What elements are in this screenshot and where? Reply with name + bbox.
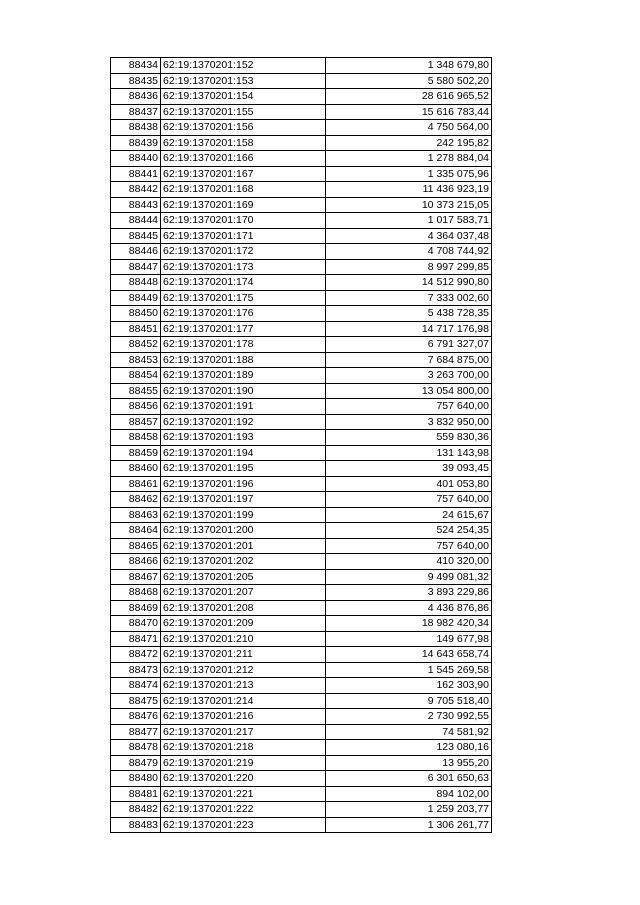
value-cell: 757 640,00 xyxy=(326,492,492,508)
row-number-cell: 88448 xyxy=(111,275,161,291)
row-number-cell: 88479 xyxy=(111,755,161,771)
value-cell: 757 640,00 xyxy=(326,399,492,415)
row-number-cell: 88474 xyxy=(111,678,161,694)
table-row xyxy=(111,182,492,198)
table-row xyxy=(111,166,492,182)
cadastral-number-cell: 62:19:1370201:158 xyxy=(161,135,326,151)
table-row xyxy=(111,600,492,616)
value-cell: 1 335 075,96 xyxy=(326,166,492,182)
table-row xyxy=(111,228,492,244)
table-row xyxy=(111,678,492,694)
row-number-cell: 88481 xyxy=(111,786,161,802)
cadastral-number-cell: 62:19:1370201:200 xyxy=(161,523,326,539)
value-cell: 123 080,16 xyxy=(326,740,492,756)
value-cell: 13 955,20 xyxy=(326,755,492,771)
table-row xyxy=(111,802,492,818)
row-number-cell: 88469 xyxy=(111,600,161,616)
value-cell: 6 301 650,63 xyxy=(326,771,492,787)
table-row xyxy=(111,337,492,353)
cadastral-number-cell: 62:19:1370201:189 xyxy=(161,368,326,384)
table-row xyxy=(111,197,492,213)
value-cell: 6 791 327,07 xyxy=(326,337,492,353)
cadastral-number-cell: 62:19:1370201:216 xyxy=(161,709,326,725)
table-row xyxy=(111,740,492,756)
row-number-cell: 88451 xyxy=(111,321,161,337)
table-row xyxy=(111,585,492,601)
value-cell: 3 893 229,86 xyxy=(326,585,492,601)
cadastral-number-cell: 62:19:1370201:223 xyxy=(161,817,326,833)
table-row xyxy=(111,709,492,725)
cadastral-number-cell: 62:19:1370201:220 xyxy=(161,771,326,787)
row-number-cell: 88458 xyxy=(111,430,161,446)
table-row xyxy=(111,306,492,322)
cadastral-number-cell: 62:19:1370201:219 xyxy=(161,755,326,771)
row-number-cell: 88460 xyxy=(111,461,161,477)
row-number-cell: 88439 xyxy=(111,135,161,151)
value-cell: 1 348 679,80 xyxy=(326,58,492,74)
cadastral-number-cell: 62:19:1370201:171 xyxy=(161,228,326,244)
cadastral-number-cell: 62:19:1370201:217 xyxy=(161,724,326,740)
value-cell: 1 545 269,58 xyxy=(326,662,492,678)
value-cell: 410 320,00 xyxy=(326,554,492,570)
table-row xyxy=(111,631,492,647)
value-cell: 894 102,00 xyxy=(326,786,492,802)
cadastral-number-cell: 62:19:1370201:194 xyxy=(161,445,326,461)
value-cell: 5 438 728,35 xyxy=(326,306,492,322)
cadastral-number-cell: 62:19:1370201:174 xyxy=(161,275,326,291)
table-row xyxy=(111,430,492,446)
table-row xyxy=(111,461,492,477)
cadastral-number-cell: 62:19:1370201:154 xyxy=(161,89,326,105)
value-cell: 131 143,98 xyxy=(326,445,492,461)
row-number-cell: 88452 xyxy=(111,337,161,353)
value-cell: 39 093,45 xyxy=(326,461,492,477)
value-cell: 18 982 420,34 xyxy=(326,616,492,632)
table-row xyxy=(111,89,492,105)
table-row xyxy=(111,275,492,291)
value-cell: 15 616 783,44 xyxy=(326,104,492,120)
row-number-cell: 88442 xyxy=(111,182,161,198)
row-number-cell: 88455 xyxy=(111,383,161,399)
cadastral-number-cell: 62:19:1370201:199 xyxy=(161,507,326,523)
row-number-cell: 88436 xyxy=(111,89,161,105)
row-number-cell: 88449 xyxy=(111,290,161,306)
row-number-cell: 88456 xyxy=(111,399,161,415)
value-cell: 559 830,36 xyxy=(326,430,492,446)
row-number-cell: 88468 xyxy=(111,585,161,601)
cadastral-number-cell: 62:19:1370201:173 xyxy=(161,259,326,275)
value-cell: 2 730 992,55 xyxy=(326,709,492,725)
cadastral-number-cell: 62:19:1370201:201 xyxy=(161,538,326,554)
cadastral-number-cell: 62:19:1370201:169 xyxy=(161,197,326,213)
row-number-cell: 88443 xyxy=(111,197,161,213)
cadastral-value-table xyxy=(110,57,492,833)
row-number-cell: 88447 xyxy=(111,259,161,275)
cadastral-number-cell: 62:19:1370201:191 xyxy=(161,399,326,415)
cadastral-number-cell: 62:19:1370201:155 xyxy=(161,104,326,120)
cadastral-number-cell: 62:19:1370201:167 xyxy=(161,166,326,182)
table-row xyxy=(111,383,492,399)
table-row xyxy=(111,213,492,229)
value-cell: 162 303,90 xyxy=(326,678,492,694)
value-cell: 9 499 081,32 xyxy=(326,569,492,585)
value-cell: 14 512 990,80 xyxy=(326,275,492,291)
value-cell: 4 364 037,48 xyxy=(326,228,492,244)
cadastral-number-cell: 62:19:1370201:197 xyxy=(161,492,326,508)
row-number-cell: 88445 xyxy=(111,228,161,244)
row-number-cell: 88466 xyxy=(111,554,161,570)
cadastral-number-cell: 62:19:1370201:196 xyxy=(161,476,326,492)
cadastral-number-cell: 62:19:1370201:210 xyxy=(161,631,326,647)
row-number-cell: 88441 xyxy=(111,166,161,182)
row-number-cell: 88467 xyxy=(111,569,161,585)
cadastral-number-cell: 62:19:1370201:212 xyxy=(161,662,326,678)
cadastral-number-cell: 62:19:1370201:213 xyxy=(161,678,326,694)
table-row xyxy=(111,538,492,554)
cadastral-number-cell: 62:19:1370201:175 xyxy=(161,290,326,306)
row-number-cell: 88434 xyxy=(111,58,161,74)
row-number-cell: 88459 xyxy=(111,445,161,461)
row-number-cell: 88473 xyxy=(111,662,161,678)
value-cell: 1 278 884,04 xyxy=(326,151,492,167)
row-number-cell: 88462 xyxy=(111,492,161,508)
cadastral-number-cell: 62:19:1370201:176 xyxy=(161,306,326,322)
value-cell: 3 263 700,00 xyxy=(326,368,492,384)
row-number-cell: 88450 xyxy=(111,306,161,322)
cadastral-number-cell: 62:19:1370201:168 xyxy=(161,182,326,198)
table-row xyxy=(111,445,492,461)
row-number-cell: 88480 xyxy=(111,771,161,787)
row-number-cell: 88477 xyxy=(111,724,161,740)
table-row xyxy=(111,771,492,787)
value-cell: 1 259 203,77 xyxy=(326,802,492,818)
cadastral-number-cell: 62:19:1370201:153 xyxy=(161,73,326,89)
table-row xyxy=(111,755,492,771)
cadastral-number-cell: 62:19:1370201:152 xyxy=(161,58,326,74)
table-row xyxy=(111,724,492,740)
cadastral-number-cell: 62:19:1370201:170 xyxy=(161,213,326,229)
row-number-cell: 88444 xyxy=(111,213,161,229)
row-number-cell: 88461 xyxy=(111,476,161,492)
value-cell: 74 581,92 xyxy=(326,724,492,740)
table-row xyxy=(111,507,492,523)
value-cell: 401 053,80 xyxy=(326,476,492,492)
value-cell: 24 615,67 xyxy=(326,507,492,523)
table-row xyxy=(111,151,492,167)
value-cell: 1 306 261,77 xyxy=(326,817,492,833)
cadastral-number-cell: 62:19:1370201:166 xyxy=(161,151,326,167)
value-cell: 14 643 658,74 xyxy=(326,647,492,663)
cadastral-number-cell: 62:19:1370201:172 xyxy=(161,244,326,260)
cadastral-number-cell: 62:19:1370201:222 xyxy=(161,802,326,818)
table-row xyxy=(111,259,492,275)
cadastral-number-cell: 62:19:1370201:214 xyxy=(161,693,326,709)
row-number-cell: 88471 xyxy=(111,631,161,647)
row-number-cell: 88483 xyxy=(111,817,161,833)
cadastral-number-cell: 62:19:1370201:178 xyxy=(161,337,326,353)
cadastral-number-cell: 62:19:1370201:156 xyxy=(161,120,326,136)
table-row xyxy=(111,73,492,89)
cadastral-number-cell: 62:19:1370201:188 xyxy=(161,352,326,368)
value-cell: 4 750 564,00 xyxy=(326,120,492,136)
cadastral-number-cell: 62:19:1370201:218 xyxy=(161,740,326,756)
table-row xyxy=(111,817,492,833)
table-row xyxy=(111,414,492,430)
value-cell: 14 717 176,98 xyxy=(326,321,492,337)
row-number-cell: 88463 xyxy=(111,507,161,523)
value-cell: 1 017 583,71 xyxy=(326,213,492,229)
table-row xyxy=(111,120,492,136)
table-row xyxy=(111,244,492,260)
cadastral-number-cell: 62:19:1370201:221 xyxy=(161,786,326,802)
value-cell: 242 195,82 xyxy=(326,135,492,151)
cadastral-number-cell: 62:19:1370201:177 xyxy=(161,321,326,337)
value-cell: 4 708 744,92 xyxy=(326,244,492,260)
row-number-cell: 88476 xyxy=(111,709,161,725)
row-number-cell: 88446 xyxy=(111,244,161,260)
value-cell: 7 684 875,00 xyxy=(326,352,492,368)
cadastral-number-cell: 62:19:1370201:208 xyxy=(161,600,326,616)
cadastral-number-cell: 62:19:1370201:207 xyxy=(161,585,326,601)
row-number-cell: 88457 xyxy=(111,414,161,430)
cadastral-number-cell: 62:19:1370201:202 xyxy=(161,554,326,570)
row-number-cell: 88482 xyxy=(111,802,161,818)
row-number-cell: 88435 xyxy=(111,73,161,89)
table-row xyxy=(111,569,492,585)
value-cell: 757 640,00 xyxy=(326,538,492,554)
row-number-cell: 88437 xyxy=(111,104,161,120)
value-cell: 4 436 876,86 xyxy=(326,600,492,616)
table-row xyxy=(111,352,492,368)
value-cell: 9 705 518,40 xyxy=(326,693,492,709)
table-row xyxy=(111,523,492,539)
table-row xyxy=(111,693,492,709)
row-number-cell: 88472 xyxy=(111,647,161,663)
table-row xyxy=(111,104,492,120)
row-number-cell: 88465 xyxy=(111,538,161,554)
row-number-cell: 88453 xyxy=(111,352,161,368)
row-number-cell: 88470 xyxy=(111,616,161,632)
table-row xyxy=(111,290,492,306)
row-number-cell: 88440 xyxy=(111,151,161,167)
table-row xyxy=(111,786,492,802)
table-row xyxy=(111,492,492,508)
table-row xyxy=(111,135,492,151)
value-cell: 11 436 923,19 xyxy=(326,182,492,198)
table-row xyxy=(111,647,492,663)
value-cell: 7 333 002,60 xyxy=(326,290,492,306)
row-number-cell: 88454 xyxy=(111,368,161,384)
value-cell: 13 054 800,00 xyxy=(326,383,492,399)
cadastral-number-cell: 62:19:1370201:193 xyxy=(161,430,326,446)
table-row xyxy=(111,476,492,492)
row-number-cell: 88464 xyxy=(111,523,161,539)
value-cell: 149 677,98 xyxy=(326,631,492,647)
value-cell: 8 997 299,85 xyxy=(326,259,492,275)
row-number-cell: 88438 xyxy=(111,120,161,136)
cadastral-number-cell: 62:19:1370201:211 xyxy=(161,647,326,663)
table-row xyxy=(111,554,492,570)
value-cell: 3 832 950,00 xyxy=(326,414,492,430)
table-row xyxy=(111,616,492,632)
table-row xyxy=(111,399,492,415)
value-cell: 10 373 215,05 xyxy=(326,197,492,213)
table-row xyxy=(111,321,492,337)
table-body xyxy=(111,58,492,833)
cadastral-number-cell: 62:19:1370201:190 xyxy=(161,383,326,399)
row-number-cell: 88478 xyxy=(111,740,161,756)
cadastral-number-cell: 62:19:1370201:195 xyxy=(161,461,326,477)
row-number-cell: 88475 xyxy=(111,693,161,709)
value-cell: 5 580 502,20 xyxy=(326,73,492,89)
cadastral-number-cell: 62:19:1370201:209 xyxy=(161,616,326,632)
table-row xyxy=(111,662,492,678)
table-row xyxy=(111,58,492,74)
cadastral-number-cell: 62:19:1370201:205 xyxy=(161,569,326,585)
value-cell: 28 616 965,52 xyxy=(326,89,492,105)
table-row xyxy=(111,368,492,384)
value-cell: 524 254,35 xyxy=(326,523,492,539)
cadastral-number-cell: 62:19:1370201:192 xyxy=(161,414,326,430)
